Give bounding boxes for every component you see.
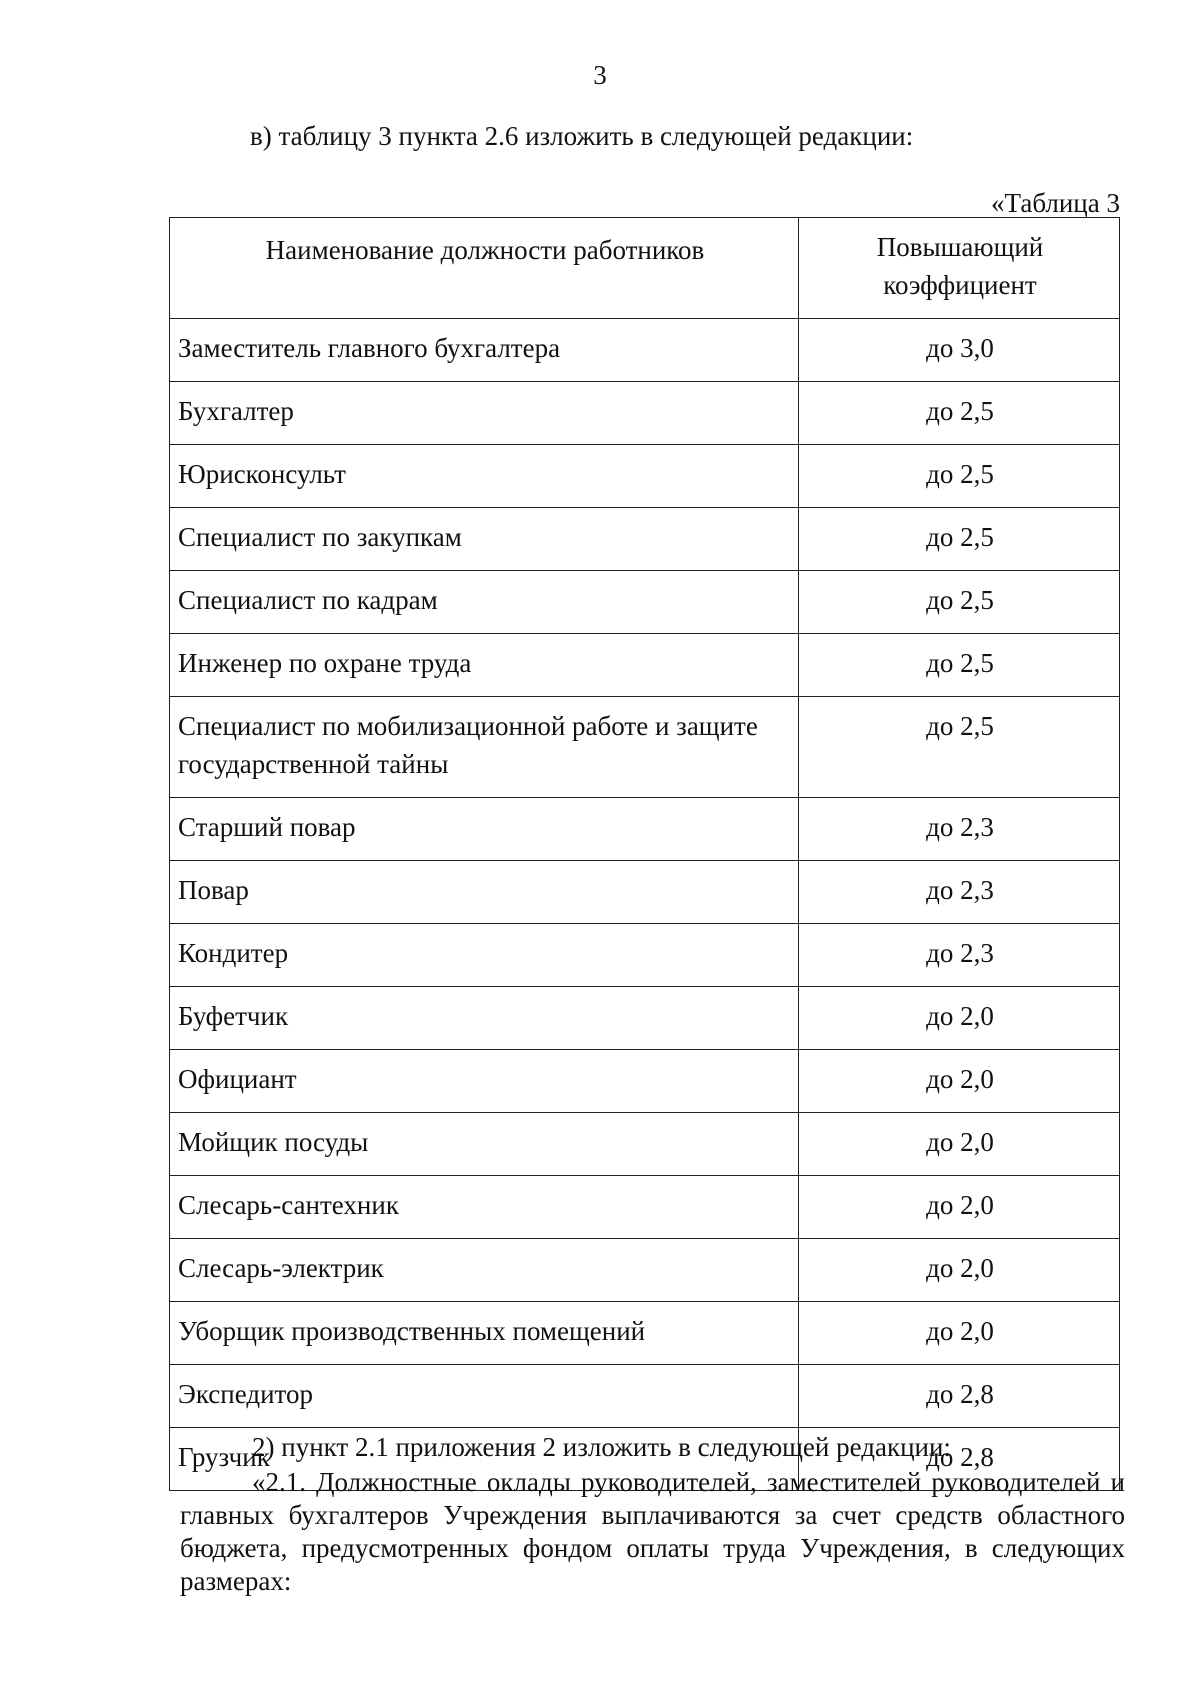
page-number: 3 [593,60,607,90]
header-position-name: Наименование должности работников [170,218,799,319]
coefficient-value: до 2,3 [799,861,1120,924]
coefficient-value: до 2,0 [799,1176,1120,1239]
coefficient-value: до 2,0 [799,1302,1120,1365]
position-name: Официант [170,1050,799,1113]
coefficient-value: до 2,3 [799,924,1120,987]
position-name: Слесарь-электрик [170,1239,799,1302]
table-row [170,1113,1120,1176]
header-coefficient: Повышающий коэффициент [799,218,1120,319]
table-row [170,382,1120,445]
coefficient-value: до 2,0 [799,1050,1120,1113]
coefficient-value: до 2,0 [799,1239,1120,1302]
coefficient-value: до 2,5 [799,445,1120,508]
table-row [170,1239,1120,1302]
coefficient-value: до 2,5 [799,571,1120,634]
table-row [170,798,1120,861]
table-row [170,1365,1120,1428]
table-row [170,571,1120,634]
coefficient-value: до 3,0 [799,319,1120,382]
paragraph-clause-2-1: «2.1. Должностные оклады руководителей, заместителей руководителей и главных бухгалтеров Учреждения выплачиваются за счет средств областного бюджета, предусмотренных фондом оплаты труда Учреждения, в следующих размерах: [180,1467,1125,1596]
position-name: Специалист по кадрам [170,571,799,634]
coefficient-value: до 2,8 [799,1428,1120,1491]
table-row [170,987,1120,1050]
table-row [170,508,1120,571]
position-name: Экспедитор [170,1365,799,1428]
position-name: Специалист по мобилизационной работе и защите государственной тайны [170,697,799,798]
table-row [170,1302,1120,1365]
position-name: Повар [170,861,799,924]
position-name: Старший повар [170,798,799,861]
position-name: Слесарь-сантехник [170,1176,799,1239]
coefficient-value: до 2,5 [799,508,1120,571]
table-caption: «Таблица 3 [991,188,1120,218]
coefficient-value: до 2,0 [799,1113,1120,1176]
position-name: Специалист по закупкам [170,508,799,571]
table-row [170,1050,1120,1113]
position-name: Бухгалтер [170,382,799,445]
position-name: Кондитер [170,924,799,987]
paragraph-item-2: 2) пункт 2.1 приложения 2 изложить в следующей редакции: [252,1432,951,1462]
position-name: Буфетчик [170,987,799,1050]
position-name: Мойщик посуды [170,1113,799,1176]
intro-text: в) таблицу 3 пункта 2.6 изложить в следующей редакции: [250,121,914,151]
table-row [170,634,1120,697]
position-name: Грузчик [170,1428,799,1491]
coefficient-value: до 2,3 [799,798,1120,861]
coefficient-value: до 2,5 [799,634,1120,697]
table-row [170,861,1120,924]
table-header-row [170,218,1120,319]
position-name: Заместитель главного бухгалтера [170,319,799,382]
position-name: Юрисконсульт [170,445,799,508]
table-row [170,319,1120,382]
coefficient-value: до 2,5 [799,382,1120,445]
position-name: Уборщик производственных помещений [170,1302,799,1365]
coefficient-value: до 2,0 [799,987,1120,1050]
table-row [170,1176,1120,1239]
position-name: Инженер по охране труда [170,634,799,697]
coefficient-table [169,217,1120,1491]
coefficient-value: до 2,5 [799,697,1120,798]
coefficient-value: до 2,8 [799,1365,1120,1428]
table-row [170,445,1120,508]
table-row [170,924,1120,987]
table-row [170,697,1120,798]
